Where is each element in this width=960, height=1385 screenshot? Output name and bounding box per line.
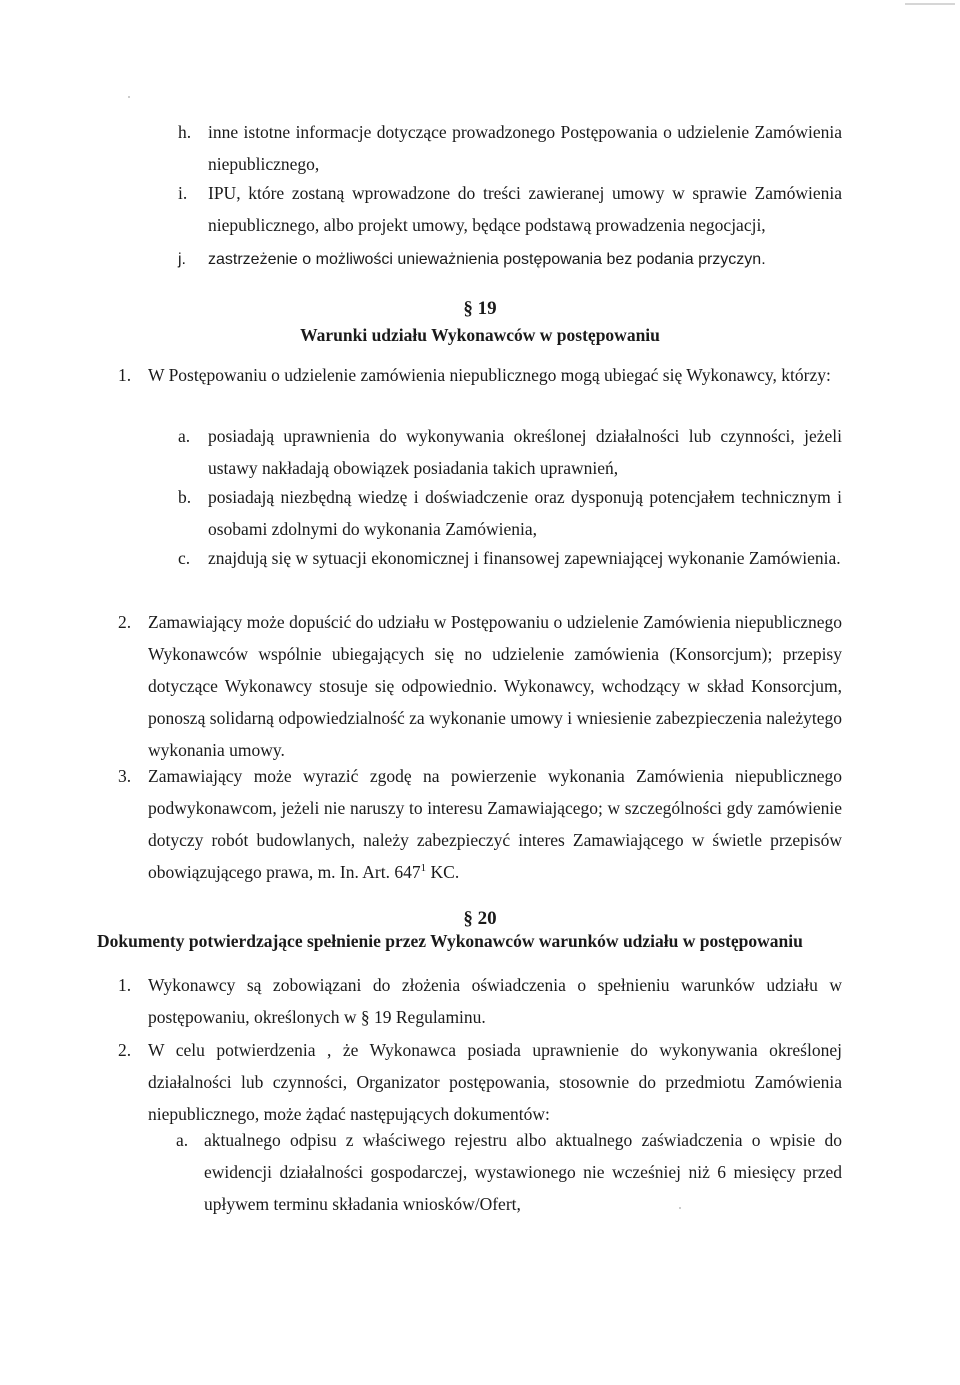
section-19-point-1 xyxy=(118,359,842,391)
section-19-item-b xyxy=(178,481,842,545)
point-text: W Postępowaniu o udzielenie zamówienia niepublicznego mogą ubiegać się Wykonawcy, którzy: xyxy=(148,365,831,385)
list-text: inne istotne informacje dotyczące prowadzonego Postępowania o udzielenie Zamówienia niepublicznego, xyxy=(208,122,842,174)
list-label: h. xyxy=(178,122,192,142)
list-label: c. xyxy=(178,548,191,568)
section-19-title: Warunki udziału Wykonawców w postępowaniu xyxy=(300,325,660,345)
list-label: b. xyxy=(178,487,192,507)
list-text: znajdują się w sytuacji ekonomicznej i finansowej zapewniającej wykonanie Zamówienia. xyxy=(208,548,841,568)
list-text: zastrzeżenie o możliwości unieważnienia postępowania bez podania przyczyn. xyxy=(208,251,766,268)
section-19-point-2 xyxy=(118,606,842,766)
scan-edge-mark xyxy=(905,3,955,5)
section-20-point-2 xyxy=(118,1034,842,1130)
point-text: Zamawiający może dopuścić do udziału w Postępowaniu o udzielenie Zamówienia niepublicznego Wykonawców wspólnie ubiegających się no udzielenie zamówienia (Konsorcjum); przepisy dotyczące Wykonawcy stosuje się odpowiednio. Wykonawcy, wchodzący w skład Konsorcjum, ponoszą solidarną odpowiedzialność za wykonanie umowy i wniesienie zabezpieczenia należytego wykonania umowy. xyxy=(148,612,842,760)
point-label: 2. xyxy=(118,1040,132,1060)
section-19-point-3 xyxy=(118,760,842,888)
list-text: posiadają uprawnienia do wykonywania określonej działalności lub czynności, jeżeli ustawy nakładają obowiązek posiadania takich uprawnień, xyxy=(208,426,842,478)
point-label: 1. xyxy=(118,365,132,385)
list-text: aktualnego odpisu z właściwego rejestru albo aktualnego zaświadczenia o wpisie do ewidencji działalności gospodarczej, wystawionego nie wcześniej niż 6 miesięcy przed upływem terminu składania wniosków/Ofert, xyxy=(204,1130,842,1214)
section-19-number: § 19 xyxy=(463,298,497,319)
section-20-title: Dokumenty potwierdzające spełnienie przez Wykonawców warunków udziału w postępowaniu xyxy=(97,931,803,951)
point-text-end: KC. xyxy=(426,862,460,882)
list-label: a. xyxy=(176,1130,189,1150)
list-item-i xyxy=(178,177,842,241)
section-19-item-a xyxy=(178,420,842,484)
point-label: 1. xyxy=(118,975,132,995)
scan-speck xyxy=(128,96,130,98)
superscript: 1 xyxy=(420,862,427,875)
point-label: 2. xyxy=(118,612,132,632)
scan-speck xyxy=(679,1207,681,1209)
point-text-main: Zamawiający może wyrazić zgodę na powierzenie wykonania Zamówienia niepublicznego podwykonawcom, jeżeli nie naruszy to interesu Zamawiającego; w szczególności gdy zamówienie dotyczy robót budowlanych, należy zabezpieczyć interes Zamawiającego w świetle przepisów obowiązującego prawa, m. In. Art. 647 xyxy=(148,766,842,882)
list-text: posiadają niezbędną wiedzę i doświadczenie oraz dysponują potencjałem technicznym i osobami zdolnymi do wykonania Zamówienia, xyxy=(208,487,842,539)
list-label: i. xyxy=(178,183,188,203)
point-label: 3. xyxy=(118,766,132,786)
list-label: a. xyxy=(178,426,191,446)
point-text: Wykonawcy są zobowiązani do złożenia oświadczenia o spełnieniu warunków udziału w postępowaniu, określonych w § 19 Regulaminu. xyxy=(148,975,842,1027)
list-item-h xyxy=(178,116,842,180)
list-item-j xyxy=(178,244,842,276)
point-text xyxy=(148,760,842,888)
section-20-item-a xyxy=(176,1124,842,1220)
section-19-item-c xyxy=(178,542,842,574)
point-text: W celu potwierdzenia , że Wykonawca posiada uprawnienie do wykonywania określonej działalności lub czynności, Organizator postępowania, stosownie do przedmiotu Zamówienia niepublicznego, może żądać następujących dokumentów: xyxy=(148,1040,842,1124)
list-label: j. xyxy=(178,251,186,268)
section-20-number: § 20 xyxy=(463,908,497,929)
section-20-point-1 xyxy=(118,969,842,1033)
list-text: IPU, które zostaną wprowadzone do treści zawieranej umowy w sprawie Zamówienia niepublicznego, albo projekt umowy, będące podstawą prowadzenia negocjacji, xyxy=(208,183,842,235)
